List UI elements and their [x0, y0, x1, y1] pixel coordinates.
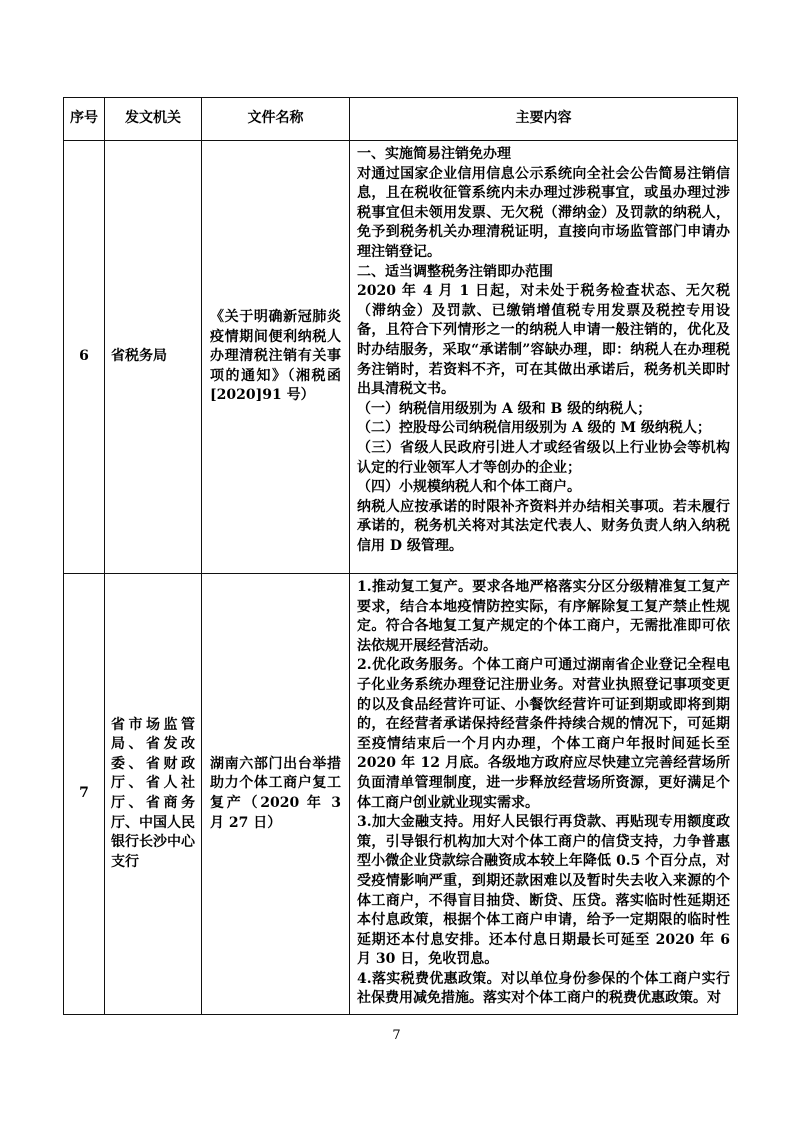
content-paragraph: 纳税人应按承诺的时限补齐资料并办结相关事项。若未履行承诺的，税务机关将对其法定代表人、财务负责人纳入纳税信用 D 级管理。 [357, 498, 730, 554]
header-main-content: 主要内容 [350, 98, 738, 141]
header-issuing-agency: 发文机关 [105, 98, 202, 141]
content-paragraph: 对通过国家企业信用信息公示系统向全社会公告简易注销信息，且在税收征管系统内未办理过涉税事宜，或虽办理过涉税事宜但未领用发票、无欠税（滞纳金）及罚款的纳税人，免予到税务机关办理清税证明，直接向市场监管部门申请办理注销登记。 [357, 165, 730, 260]
content-paragraph: 3.加大金融支持。用好人民银行再贷款、再贴现专用额度政策，引导银行机构加大对个体工商户的信贷支持，力争普惠型小微企业贷款综合融资成本较上年降低 0.5 个百分点，对受疫情影响严重，到期还款困难以及暂时失去收入来源的个体工商户，不得盲目抽贷、断贷、压贷。落实临时性延期还本付息政策，根据个体工商户申请，给予一定期限的临时性延期还本付息安排。还本付息日期最长可延至 2020 年 6 月 30 日，免收罚息。 [357, 814, 730, 968]
content-cell [350, 141, 738, 574]
agency-cell: 省市场监管局、省发改委、省财政厅、省人社厅、省商务厅、中国人民银行长沙中心支行 [105, 574, 202, 1015]
content-paragraph: 一、实施简易注销免办理 [357, 146, 511, 162]
table-header-row [64, 98, 738, 141]
content-paragraph: （三）省级人民政府引进人才或经省级以上行业协会等机构认定的行业领军人才等创办的企业； [357, 439, 730, 476]
table-row [64, 574, 738, 1015]
content-paragraph: 2.优化政务服务。个体工商户可通过湖南省企业登记全程电子化业务系统办理登记注册业务。对营业执照登记事项变更的以及食品经营许可证、小餐饮经营许可证到期或即将到期的，在经营者承诺保持经营条件持续合规的情况下，可延期至疫情结束后一个月内办理，个体工商户年报时间延长至 2020 年 12 月底。各级地方政府应尽快建立完善经营场所负面清单管理制度，进一步释放经营场所资源，更好满足个体工商户创业就业现实需求。 [357, 657, 730, 811]
content-paragraph: （一）纳税信用级别为 A 级和 B 级的纳税人； [357, 400, 652, 417]
header-serial-number: 序号 [64, 98, 105, 141]
content-paragraph: 2020 年 4 月 1 日起，对未处于税务检查状态、无欠税（滞纳金）及罚款、已缴销增值税专用发票及税控专用设备，且符合下列情形之一的纳税人申请一般注销的，优化及时办结服务，采取“承诺制”容缺办理，即：纳税人在办理税务注销时，若资料不齐，可在其做出承诺后，税务机关即时出具清税文书。 [357, 283, 730, 398]
doc-name-cell: 湖南六部门出台举措助力个体工商户复工复产（2020 年 3 月 27 日） [202, 574, 350, 1015]
content-paragraph: （二）控股母公司纳税信用级别为 A 级的 M 级纳税人； [357, 420, 711, 437]
content-cell [350, 574, 738, 1015]
content-paragraph: 4.落实税费优惠政策。对以单位身份参保的个体工商户实行社保费用减免措施。落实对个体工商户的税费优惠政策。对 [357, 970, 730, 1007]
agency-cell: 省税务局 [105, 141, 202, 574]
doc-name-cell: 《关于明确新冠肺炎疫情期间便利纳税人办理清税注销有关事项的通知》（湘税函[2020]91 号） [202, 141, 350, 574]
content-paragraph: 1.推动复工复产。要求各地严格落实分区分级精准复工复产要求，结合本地疫情防控实际，有序解除复工复产禁止性规定。符合各地复工复产规定的个体工商户，无需批准即可依法依规开展经营活动。 [357, 579, 730, 654]
header-document-name: 文件名称 [202, 98, 350, 141]
row-number-cell: 7 [64, 574, 105, 1015]
content-paragraph: 二、适当调整税务注销即办范围 [357, 263, 553, 280]
policy-documents-table [63, 97, 738, 1015]
page-number: 7 [392, 1028, 401, 1043]
table-row [64, 141, 738, 574]
content-paragraph: （四）小规模纳税人和个体工商户。 [357, 479, 581, 496]
row-number-cell: 6 [64, 141, 105, 574]
